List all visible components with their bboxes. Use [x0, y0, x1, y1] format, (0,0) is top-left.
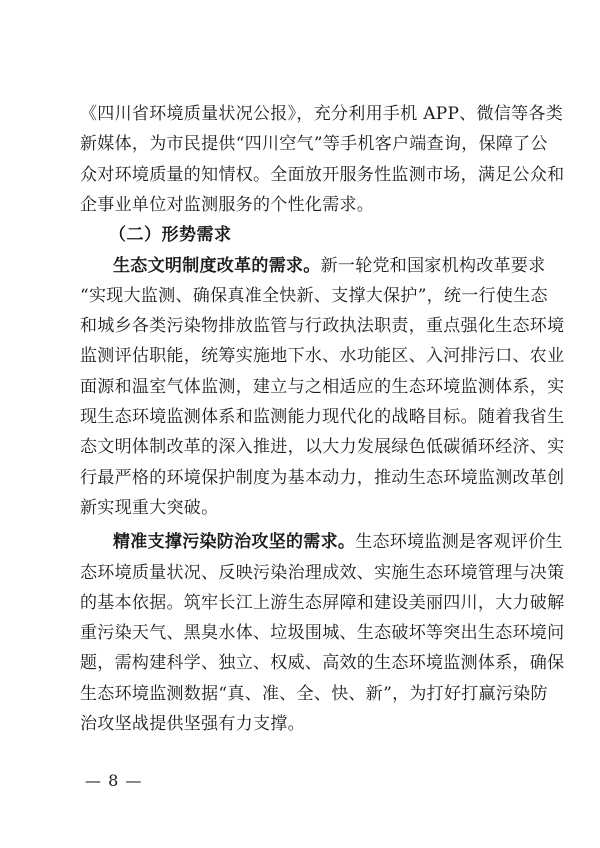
reform-line-5: 面源和温室气体监测，建立与之相适应的生态环境监测体系，实: [80, 377, 565, 397]
reform-line-6: 现生态环境监测体系和监测能力现代化的战略目标。随着我省生: [80, 407, 565, 427]
intro-line-2: 新媒体，为市民提供“四川空气”等手机客户端查询，保障了公: [80, 134, 548, 154]
reform-line-3: 和城乡各类污染物排放监管与行政执法职责，重点强化生态环境: [80, 316, 565, 336]
pollution-line-5: 题，需构建科学、独立、权威、高效的生态环境监测体系，确保: [80, 653, 565, 673]
page-number: — 8 —: [85, 771, 143, 790]
pollution-line-1: [113, 531, 563, 553]
pollution-line-2: 态环境质量状况、反映污染治理成效、实施生态环境管理与决策: [80, 563, 565, 583]
intro-line-4: 企事业单位对监测服务的个性化需求。: [80, 195, 375, 215]
pollution-line-7: 治攻坚战提供坚强有力支撑。: [80, 714, 305, 734]
reform-line-7: 态文明体制改革的深入推进，以大力发展绿色低碳循环经济、实: [80, 437, 565, 457]
reform-line-1: [113, 255, 546, 277]
reform-first-line-rest: 新一轮党和国家机构改革要求: [320, 256, 546, 276]
pollution-line-4: 重污染天气、黑臭水体、垃圾围城、生态破坏等突出生态环境问: [80, 623, 565, 643]
pollution-first-line-rest: 生态环境监测是客观评价生: [355, 532, 563, 552]
reform-line-2: “实现大监测、确保真准全快新、支撑大保护”，统一行使生态: [80, 286, 548, 306]
reform-line-9: 新实现重大突破。: [80, 498, 219, 518]
reform-lead-bold: 生态文明制度改革的需求。: [113, 256, 321, 276]
intro-line-1: 《四川省环境质量状况公报》，充分利用手机 APP、微信等各类: [80, 104, 564, 124]
pollution-lead-bold: 精准支撑污染防治攻坚的需求。: [113, 532, 356, 552]
pollution-line-3: 的基本依据。筑牢长江上游生态屏障和建设美丽四川，大力破解: [80, 593, 565, 613]
pollution-line-6: 生态环境监测数据“真、准、全、快、新”，为打好打赢污染防: [80, 684, 548, 704]
reform-line-8: 行最严格的环境保护制度为基本动力，推动生态环境监测改革创: [80, 468, 565, 488]
reform-line-4: 监测评估职能，统筹实施地下水、水功能区、入河排污口、农业: [80, 346, 565, 366]
intro-line-3: 众对环境质量的知情权。全面放开服务性监测市场，满足公众和: [80, 165, 565, 185]
section-heading: （二）形势需求: [109, 225, 232, 245]
